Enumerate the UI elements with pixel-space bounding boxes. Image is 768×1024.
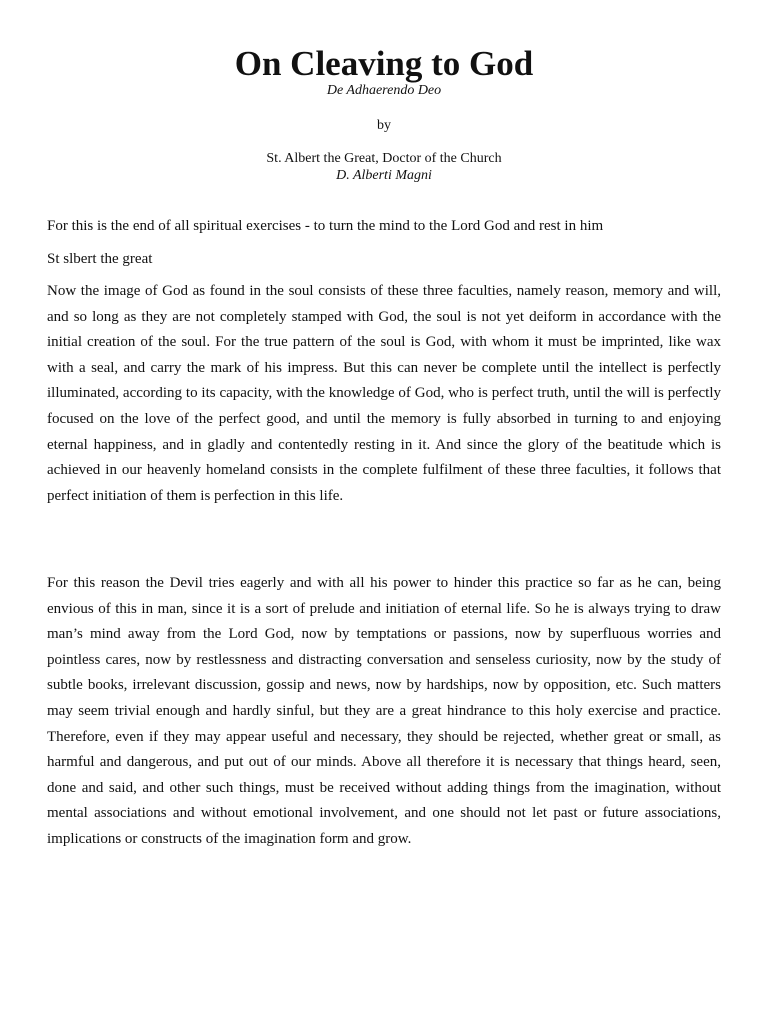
author-name: St. Albert the Great, Doctor of the Church — [266, 151, 502, 166]
epigraph-quote: For this is the end of all spiritual exercises - to turn the mind to the Lord God and rest in him — [47, 218, 604, 234]
author-latin-name: D. Alberti Magni — [336, 168, 432, 183]
epigraph-attribution: St slbert the great — [47, 251, 153, 267]
body-paragraph-1: Now the image of God as found in the soul consists of these three faculties, namely reason, memory and will, and so long as they are not completely stamped with God, the soul is not yet deiform in accordance with the initial creation of the soul. For the true pattern of the soul is God, with whom it must be imprinted, like wax with a seal, and carry the mark of his impress. But this can never be complete until the intellect is perfectly illuminated, according to its capacity, with the knowledge of God, who is perfect truth, until the will is perfectly focused on the love of the perfect good, and until the memory is fully absorbed in turning to and enjoying eternal happiness, and in gladly and contentedly resting in it. And since the glory of the beatitude which is achieved in our heavenly homeland consists in the complete fulfilment of these three faculties, it follows that perfect initiation of them is perfection in this life. — [47, 283, 721, 504]
latin-title: De Adhaerendo Deo — [326, 83, 442, 98]
body-paragraph-2: For this reason the Devil tries eagerly and with all his power to hinder this practice so far as he can, being envious of this in man, since it is a sort of prelude and initiation of eternal life. So he is always trying to draw man’s mind away from the Lord God, now by temptations or passions, now by superfluous worries and pointless cares, now by restlessness and distracting conversation and senseless curiosity, now by the study of subtle books, irrelevant discussion, gossip and news, now by hardships, now by opposition, etc. Such matters may seem trivial enough and hardly sinful, but they are a great hindrance to this holy exercise and practice. Therefore, even if they may appear useful and necessary, they should be rejected, whether great or small, as harmful and dangerous, and put out of our minds. Above all therefore it is necessary that things heard, seen, done and said, and other such things, must be received without adding things from the imagination, without mental associations and without emotional involvement, and one should not let past or future associations, implications or constructs of the imagination form and grow. — [47, 575, 721, 847]
document-title: On Cleaving to God — [234, 44, 534, 83]
by-line: by — [377, 118, 391, 133]
